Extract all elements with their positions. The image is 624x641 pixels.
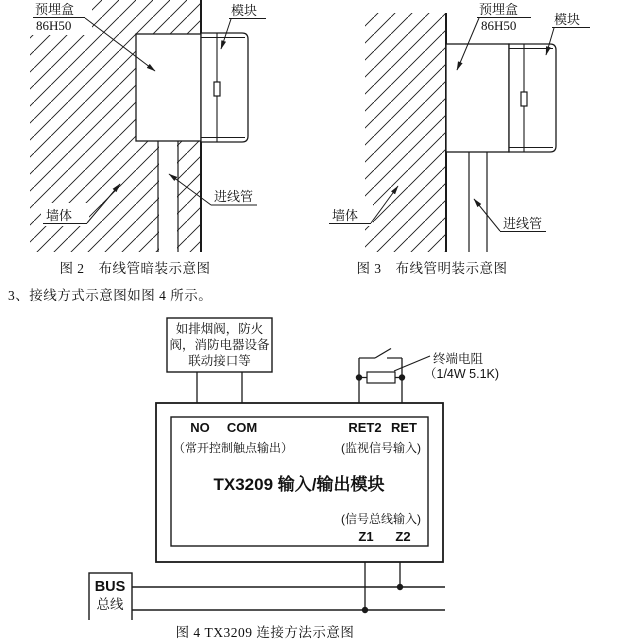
junction-dot (397, 584, 403, 590)
embedded-box-label: 预埋盒 (479, 2, 519, 17)
switch-blade (375, 349, 391, 359)
linked-device-text-line2: 阀，消防电器设备 (169, 338, 270, 352)
linked-device-text-line1: 如排烟阀，防火 (175, 322, 264, 336)
embedded-box-label: 预埋盒 (35, 2, 75, 17)
inlet-pipe-gap (159, 141, 177, 252)
terminal-z1: Z1 (358, 529, 374, 544)
embedded-box-model-label: 86H50 (36, 18, 72, 33)
figure-2-concealed-install (29, 0, 266, 252)
wall-label: 墙体 (332, 208, 359, 223)
terminal-ret2: RET2 (348, 420, 382, 435)
junction-dot (356, 374, 362, 380)
figure-2-caption: 图 2 布线管暗装示意图 (59, 261, 211, 276)
wall-label: 墙体 (46, 208, 73, 223)
terminal-z2: Z2 (395, 529, 411, 544)
linked-device-text-line3: 联动接口等 (188, 354, 251, 368)
bus-label-line2: 总线 (96, 597, 124, 612)
module-clip (214, 82, 220, 96)
module-clip (521, 92, 527, 106)
embedded-box-model-label: 86H50 (481, 18, 517, 33)
inlet-pipe-label: 进线管 (503, 216, 543, 231)
module-title: TX3209 输入/输出模块 (213, 475, 385, 494)
terminal-resistor-spec: （1/4W 5.1K) (424, 367, 500, 381)
embedded-box (136, 34, 201, 141)
figure-3-caption: 图 3 布线管明装示意图 (356, 261, 508, 276)
bus-label-line1: BUS (94, 579, 126, 595)
bus-note: (信号总线输入) (341, 512, 421, 526)
wall-hatch (365, 13, 446, 252)
embedded-box (446, 44, 509, 152)
output-note: （常开控制触点输出） (173, 441, 294, 455)
figure-3-surface-install (327, 2, 590, 252)
monitor-note: (监视信号输入) (341, 441, 421, 455)
resistor-body (367, 372, 395, 383)
figure-4-caption: 图 4 TX3209 连接方法示意图 (175, 625, 355, 640)
section-text: 3、接线方式示意图如图 4 所示。 (8, 288, 213, 303)
module-label: 模块 (231, 3, 258, 18)
figure-4-wiring-diagram (0, 300, 624, 620)
terminal-no: NO (190, 420, 210, 435)
module-outline (201, 33, 248, 142)
inlet-pipe-label: 进线管 (214, 189, 254, 204)
module-outline (509, 44, 556, 152)
terminal-com: COM (226, 420, 258, 435)
junction-dot (399, 374, 405, 380)
terminal-resistor (356, 349, 430, 404)
module-label: 模块 (554, 12, 581, 27)
installation-figures (0, 0, 624, 256)
terminal-resistor-label: 终端电阻 (433, 352, 484, 366)
terminal-ret: RET (391, 420, 417, 435)
junction-dot (362, 607, 368, 613)
